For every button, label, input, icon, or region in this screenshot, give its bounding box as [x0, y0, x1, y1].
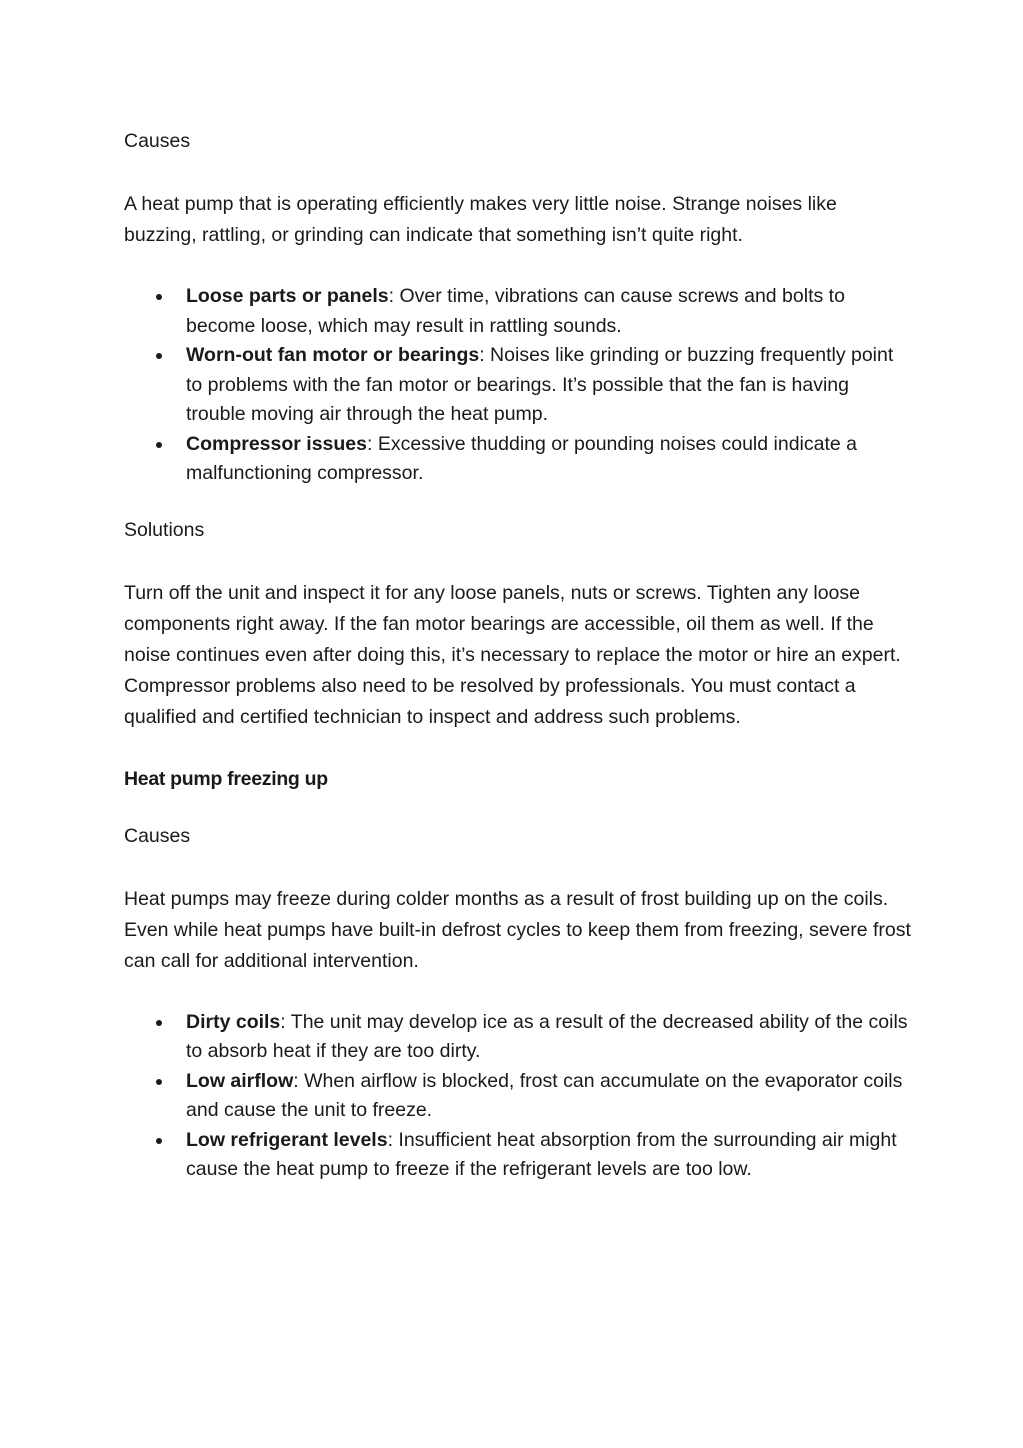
freezing-causes-list — [124, 1008, 914, 1185]
section-heading: Heat pump freezing up — [124, 767, 328, 790]
list-item-text: : Noises like grinding or buzzing frequently point to problems with the fan motor or bearings. It’s possible that the fan is having trouble moving air through the heat pump. — [186, 344, 894, 425]
solutions-label: Solutions — [124, 518, 205, 541]
list-item-text: : Insufficient heat absorption from the surrounding air might cause the heat pump to freeze if the refrigerant levels are too low. — [186, 1128, 897, 1180]
list-item-term: Worn-out fan motor or bearings — [186, 344, 480, 366]
list-item — [124, 1008, 914, 1067]
list-item-term: Low airflow — [186, 1069, 294, 1092]
list-item-text: : The unit may develop ice as a result of the decreased ability of the coils to absorb heat if they are too dirty. — [186, 1010, 908, 1062]
solutions-paragraph: Turn off the unit and inspect it for any loose panels, nuts or screws. Tighten any loose components right away. If the fan motor bearings are accessible, oil them as well. If the noise continues even after doing this, it’s necessary to replace the motor or hire an expert. Compressor problems also need to be resolved by professionals. You must contact a qualified and certified technician to inspect and address such problems. — [124, 581, 901, 728]
bullet-icon — [156, 1138, 162, 1144]
list-item-term: Loose parts or panels — [186, 285, 389, 307]
list-item-text: : Excessive thudding or pounding noises could indicate a malfunctioning compressor. — [186, 432, 857, 484]
bullet-icon — [156, 294, 162, 300]
noise-causes-list — [124, 282, 914, 489]
causes-label: Causes — [124, 130, 191, 152]
bullet-icon — [156, 1020, 162, 1026]
causes-label: Causes — [124, 824, 191, 847]
document-page — [124, 126, 914, 1211]
freezing-intro-paragraph: Heat pumps may freeze during colder months as a result of frost building up on the coils. Even while heat pumps have built-in defrost cycles to keep them from freezing, severe frost can call for additional intervention. — [124, 887, 911, 972]
list-item — [124, 341, 914, 430]
list-item-term: Compressor issues — [186, 432, 367, 455]
noise-intro-paragraph: A heat pump that is operating efficiently makes very little noise. Strange noises like buzzing, rattling, or grinding can indicate that something isn’t quite right. — [124, 193, 837, 246]
list-item — [124, 430, 914, 489]
list-item-term: Low refrigerant levels — [186, 1128, 388, 1151]
bullet-icon — [156, 1079, 162, 1085]
list-item-text: : Over time, vibrations can cause screws and bolts to become loose, which may result in rattling sounds. — [186, 285, 845, 337]
bullet-icon — [156, 442, 162, 448]
list-item — [124, 282, 914, 341]
list-item-term: Dirty coils — [186, 1010, 281, 1033]
bullet-icon — [156, 353, 162, 359]
list-item — [124, 1126, 914, 1185]
list-item — [124, 1067, 914, 1126]
list-item-text: : When airflow is blocked, frost can accumulate on the evaporator coils and cause the unit to freeze. — [186, 1069, 903, 1121]
